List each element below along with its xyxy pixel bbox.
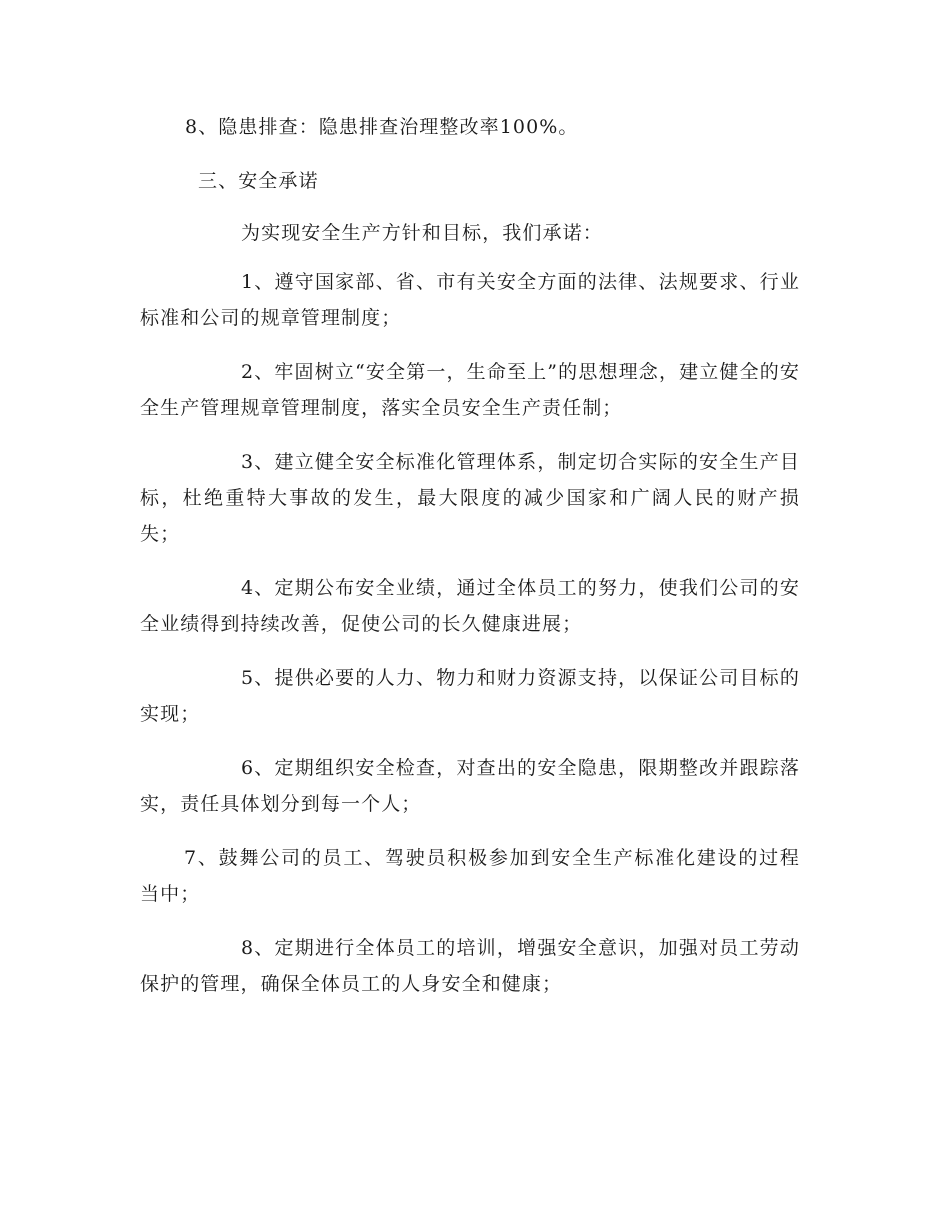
commitment-item-6: 6、定期组织安全检查，对查出的安全隐患，限期整改并跟踪落实，责任具体划分到每一个人；: [140, 757, 800, 815]
commitment-item-4: 4、定期公布安全业绩，通过全体员工的努力，使我们公司的安全业绩得到持续改善，促使公司的长久健康进展；: [140, 577, 800, 635]
commitment-item-1: 1、遵守国家部、省、市有关安全方面的法律、法规要求、行业标准和公司的规章管理制度；: [140, 271, 800, 329]
commitment-item-3: 3、建立健全安全标准化管理体系，制定切合实际的安全生产目标，杜绝重特大事故的发生，最大限度的减少国家和广阔人民的财产损失；: [140, 451, 800, 545]
section-heading: 三、安全承诺: [198, 170, 319, 192]
commitment-item-7: 7、鼓舞公司的员工、驾驶员积极参加到安全生产标准化建设的过程当中；: [140, 847, 800, 905]
commitment-intro: 为实现安全生产方针和目标，我们承诺：: [241, 222, 603, 244]
commitment-item-2: 2、牢固树立“安全第一，生命至上”的思想理念，建立健全的安全生产管理规章管理制度，落实全员安全生产责任制；: [140, 361, 800, 419]
target-item-8: 8、隐患排查：隐患排查治理整改率100%。: [185, 116, 579, 138]
commitment-item-8: 8、定期进行全体员工的培训，增强安全意识，加强对员工劳动保护的管理，确保全体员工的人身安全和健康；: [140, 937, 800, 995]
commitment-item-5: 5、提供必要的人力、物力和财力资源支持，以保证公司目标的实现；: [140, 667, 800, 725]
